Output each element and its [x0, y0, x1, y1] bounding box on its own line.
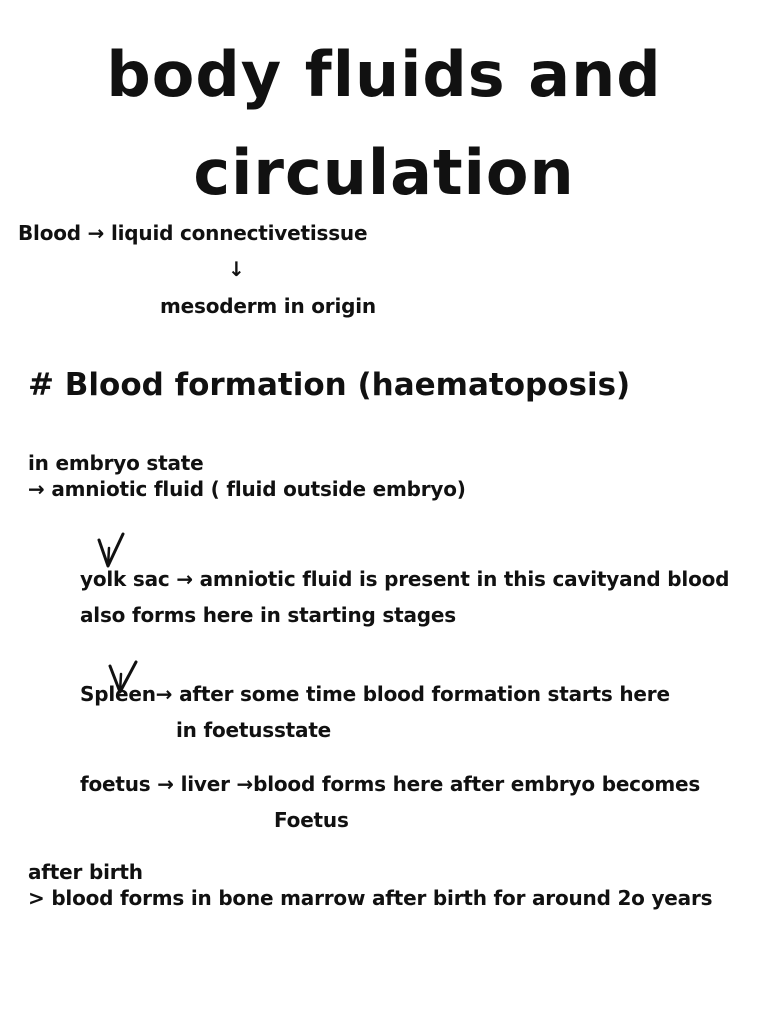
after-birth: after birth	[28, 860, 143, 884]
page-title-line-1: body fluids and	[106, 38, 662, 111]
spleen-line-1: Spleen→ after some time blood formation starts here	[80, 682, 670, 706]
blood-definition: Blood → liquid connectivetissue	[18, 221, 368, 245]
bone-marrow-note: > blood forms in bone marrow after birth for around 2o years	[28, 886, 713, 910]
page-title-line-2: circulation	[193, 136, 575, 209]
foetus-liver-line-2: Foetus	[274, 808, 349, 832]
checkmark-icon	[95, 528, 129, 570]
amniotic-fluid-note: → amniotic fluid ( fluid outside embryo)	[28, 477, 466, 501]
embryo-state: in embryo state	[28, 451, 204, 475]
spleen-line-2: in foetusstate	[176, 718, 332, 742]
section-heading: # Blood formation (haematoposis)	[28, 367, 631, 403]
yolk-sac-line-1: yolk sac → amniotic fluid is present in this cavityand blood	[80, 567, 730, 591]
foetus-liver-line-1: foetus → liver →blood forms here after embryo becomes	[80, 772, 701, 796]
yolk-sac-line-2: also forms here in starting stages	[80, 603, 456, 627]
mesoderm-origin: mesoderm in origin	[160, 294, 376, 318]
down-arrow: ↓	[228, 257, 245, 281]
